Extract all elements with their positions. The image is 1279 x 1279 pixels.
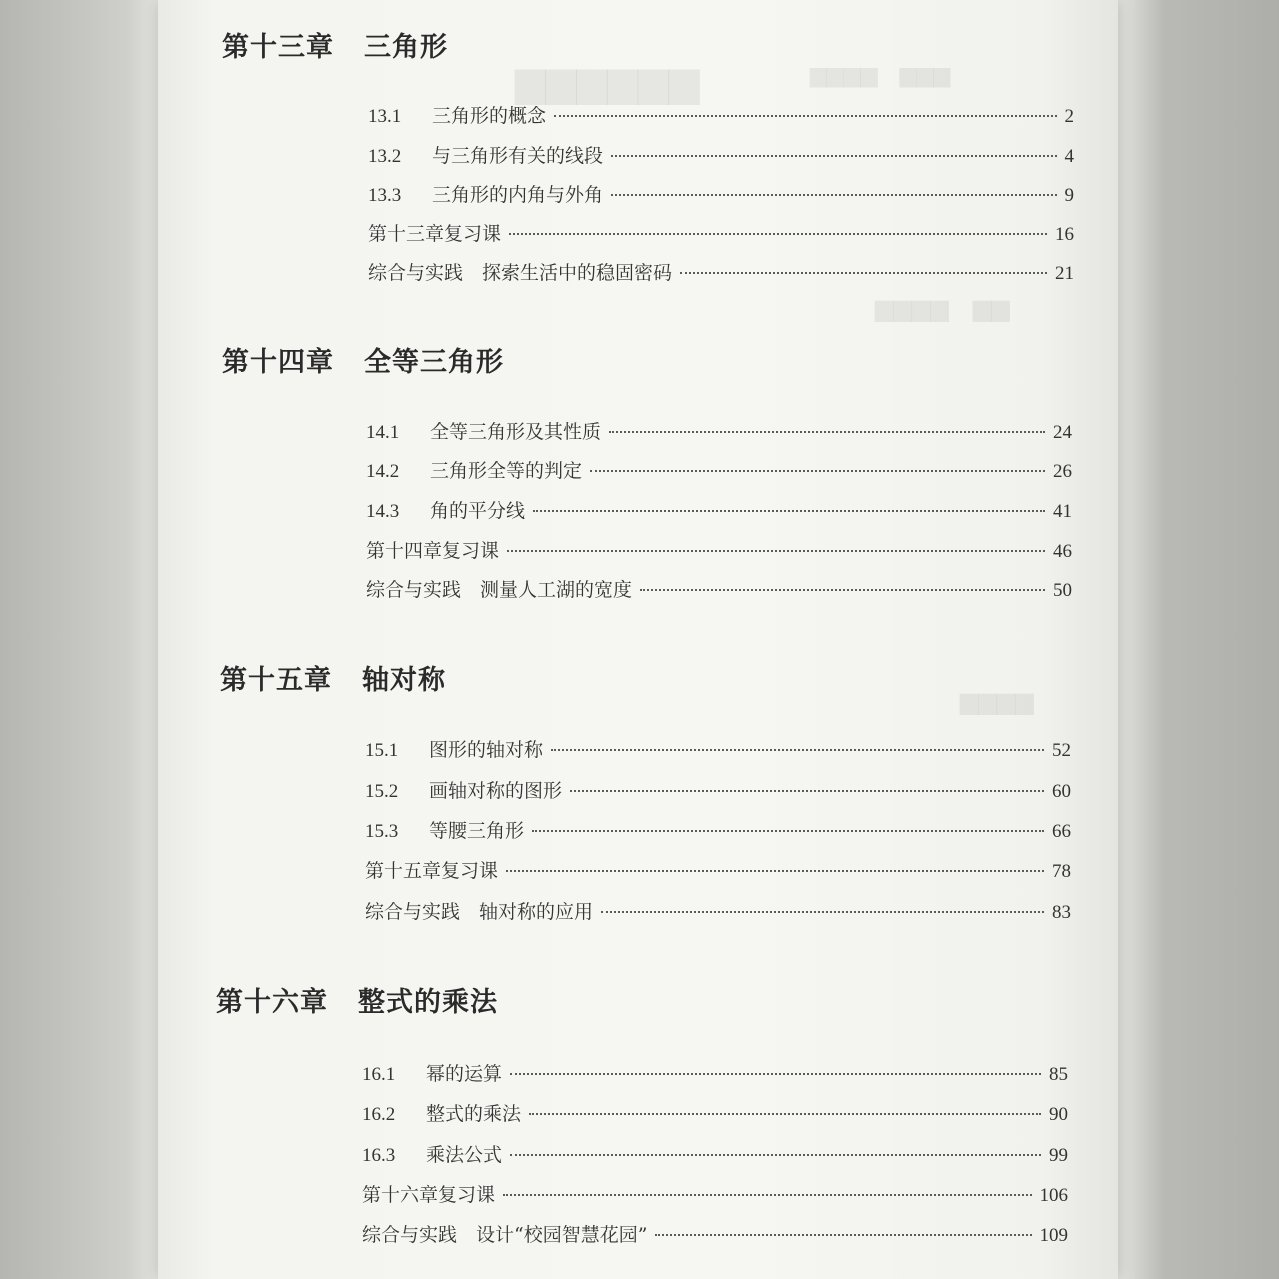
section-number: 14.3 [366,501,400,522]
dot-leader [509,233,1047,235]
section-number: 16.3 [362,1145,396,1166]
toc-entry[interactable] [366,575,1072,603]
toc-entry[interactable] [362,1099,1068,1127]
section-label: 第十五章复习课 [365,860,499,882]
section-number: 16.1 [362,1064,396,1085]
chapter-name: 整式的乘法 [358,987,498,1018]
section-label: 与三角形有关的线段 [432,145,604,167]
page-number: 46 [1053,541,1072,562]
section-label: 画轴对称的图形 [429,780,563,802]
dot-leader [510,1154,1041,1156]
toc-entry[interactable] [368,141,1074,169]
section-label: 三角形的概念 [432,105,547,127]
dot-leader [533,510,1045,512]
section-label: 幂的运算 [426,1063,503,1085]
page-number: 26 [1053,461,1072,482]
page-number: 78 [1052,861,1071,882]
section-label: 角的平分线 [430,500,526,522]
section-number: 16.2 [362,1104,396,1125]
dot-leader [590,470,1045,472]
page-number: 4 [1064,146,1074,167]
page-number: 99 [1049,1145,1068,1166]
dot-leader [609,431,1045,433]
dot-leader [532,830,1044,832]
section-label: 整式的乘法 [426,1103,522,1125]
chapter-title [220,661,920,701]
toc-entry[interactable] [362,1059,1068,1087]
section-number: 13.2 [368,146,402,167]
section-label: 综合与实践 测量人工湖的宽度 [366,579,633,601]
dot-leader [503,1194,1031,1196]
section-number: 15.3 [365,821,399,842]
chapter-title [222,28,922,68]
section-label: 三角形的内角与外角 [432,184,604,206]
chapter-name: 三角形 [364,32,448,63]
toc-entry[interactable] [366,496,1072,524]
section-label: 图形的轴对称 [429,739,544,761]
page-number: 52 [1052,740,1071,761]
dot-leader [640,589,1045,591]
section-label: 第十三章复习课 [368,223,502,245]
chapter-title [216,983,916,1023]
toc-entry[interactable] [368,101,1074,129]
chapter-number: 第十三章 [222,32,334,63]
toc-entry[interactable] [365,816,1071,844]
section-number: 13.3 [368,185,402,206]
dot-leader [554,115,1056,117]
chapter-name: 全等三角形 [364,347,504,378]
section-number: 14.1 [366,422,400,443]
chapter-number: 第十六章 [216,987,328,1018]
toc-entry[interactable] [365,735,1071,763]
page-number: 83 [1052,902,1071,923]
page-number: 41 [1053,501,1072,522]
section-number: 13.1 [368,106,402,127]
chapter-number: 第十五章 [220,665,332,696]
page-number: 109 [1039,1225,1068,1246]
dot-leader [510,1073,1041,1075]
toc-entry[interactable] [366,536,1072,564]
chapter-14 [222,343,922,383]
dot-leader [601,911,1044,913]
page-number: 16 [1055,224,1074,245]
chapter-13 [222,28,922,68]
toc-entry[interactable] [362,1140,1068,1168]
section-label: 三角形全等的判定 [430,460,583,482]
section-number: 15.1 [365,740,399,761]
section-label: 综合与实践 轴对称的应用 [365,901,594,923]
section-label: 第十六章复习课 [362,1184,496,1206]
toc-entry[interactable] [366,417,1072,445]
dot-leader [506,870,1044,872]
chapter-15 [220,661,920,701]
section-label: 乘法公式 [426,1144,503,1166]
page-number: 106 [1039,1185,1068,1206]
dot-leader [611,194,1056,196]
toc-entry[interactable] [365,776,1071,804]
toc-entry[interactable] [365,856,1071,884]
page-number: 60 [1052,781,1071,802]
dot-leader [570,790,1044,792]
section-number: 14.2 [366,461,400,482]
toc-entry[interactable] [368,180,1074,208]
toc-entry[interactable] [368,219,1074,247]
dot-leader [507,550,1045,552]
toc-entry[interactable] [362,1220,1068,1248]
dot-leader [655,1234,1031,1236]
chapter-title [222,343,922,383]
page-number: 2 [1064,106,1074,127]
chapter-name: 轴对称 [362,665,446,696]
section-label: 全等三角形及其性质 [430,421,602,443]
section-label: 等腰三角形 [429,820,525,842]
toc-entry[interactable] [366,456,1072,484]
section-label: 综合与实践 设计“校园智慧花园” [362,1224,648,1246]
section-number: 15.2 [365,781,399,802]
toc-entry[interactable] [362,1180,1068,1208]
page-number: 66 [1052,821,1071,842]
dot-leader [680,272,1047,274]
chapter-number: 第十四章 [222,347,334,378]
chapter-16 [216,983,916,1023]
toc-entry[interactable] [365,897,1071,925]
page-number: 50 [1053,580,1072,601]
toc-entry[interactable] [368,258,1074,286]
page-number: 21 [1055,263,1074,284]
section-label: 第十四章复习课 [366,540,500,562]
dot-leader [529,1113,1041,1115]
dot-leader [551,749,1044,751]
dot-leader [611,155,1056,157]
page-number: 85 [1049,1064,1068,1085]
page-number: 9 [1064,185,1074,206]
page-number: 24 [1053,422,1072,443]
section-label: 综合与实践 探索生活中的稳固密码 [368,262,673,284]
page-number: 90 [1049,1104,1068,1125]
